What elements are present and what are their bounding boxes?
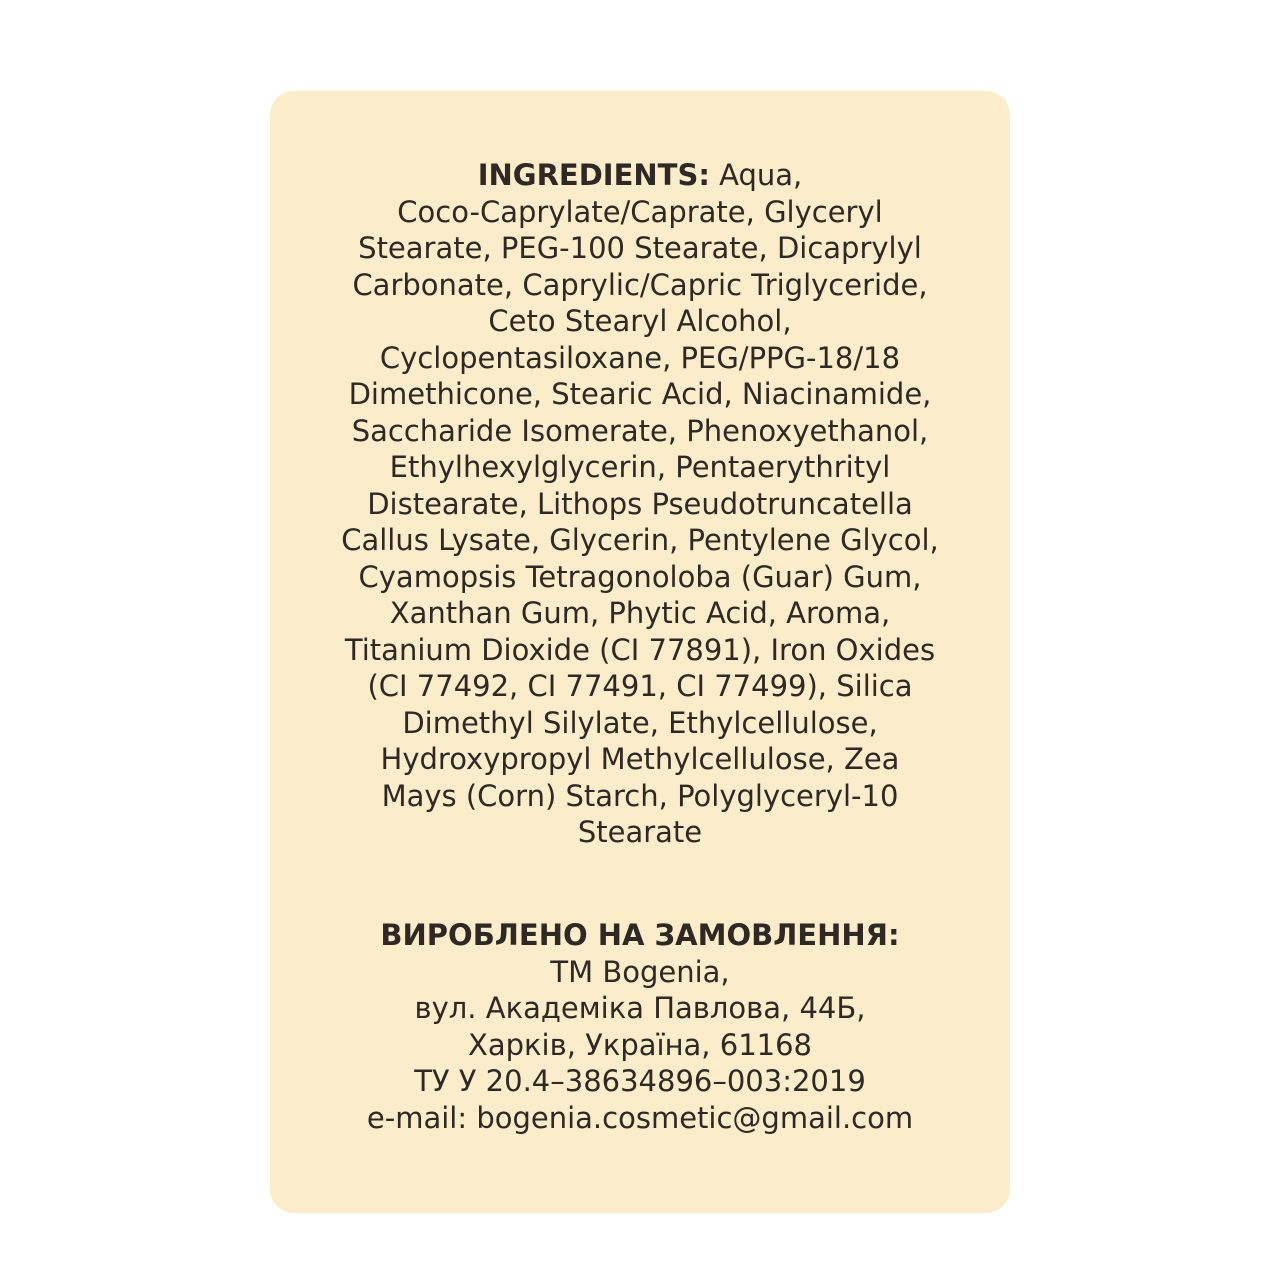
ingredients-line: Hydroxypropyl Methylcellulose, Zea	[380, 742, 900, 776]
ingredients-line: Dimethyl Silylate, Ethylcellulose,	[402, 705, 878, 740]
ingredients-line: (CI 77492, CI 77491, CI 77499), Silica	[367, 669, 913, 703]
manufacturer-city: Харків, Україна, 61168	[468, 1027, 812, 1062]
ingredients-line: Distearate, Lithops Pseudotruncatella	[367, 486, 913, 521]
ingredients-line: Coco-Caprylate/Caprate, Glyceryl	[397, 194, 883, 229]
ingredients-line: INGREDIENTS: Aqua,	[477, 158, 803, 192]
ingredients-line: Callus Lysate, Glycerin, Pentylene Glycol,	[341, 523, 939, 557]
manufacturer-email: e-mail: bogenia.cosmetic@gmail.com	[366, 1100, 914, 1135]
ingredients-line: Cyamopsis Tetragonoloba (Guar) Gum,	[358, 559, 922, 594]
ingredients-heading: INGREDIENTS:	[477, 158, 710, 192]
manufacturer-street: вул. Академіка Павлова, 44Б,	[414, 991, 866, 1025]
ingredients-line: Titanium Dioxide (CI 77891), Iron Oxides	[344, 632, 936, 667]
ingredients-line: Stearate, PEG-100 Stearate, Dicaprylyl	[358, 231, 922, 265]
ingredients-line: Saccharide Isomerate, Phenoxyethanol,	[351, 413, 929, 448]
ingredients-line: Carbonate, Caprylic/Capric Triglyceride,	[352, 267, 928, 302]
manufacturer-section	[300, 917, 980, 1136]
ingredients-line: Mays (Corn) Starch, Polyglyceryl-10	[381, 778, 899, 813]
manufacturer-brand: ТМ Bogenia,	[550, 954, 730, 989]
ingredients-line: Dimethicone, Stearic Acid, Niacinamide,	[348, 377, 932, 411]
ingredients-line: Stearate	[577, 815, 703, 849]
ingredients-line: Xanthan Gum, Phytic Acid, Aroma,	[389, 596, 891, 630]
ingredients-line: Ethylhexylglycerin, Pentaerythrityl	[389, 450, 891, 484]
manufacturer-spec-code: ТУ У 20.4–38634896–003:2019	[414, 1064, 866, 1098]
ingredients-line: Ceto Stearyl Alcohol,	[488, 304, 792, 338]
ingredients-label-card	[270, 91, 1010, 1213]
manufacturer-heading: ВИРОБЛЕНО НА ЗАМОВЛЕННЯ:	[380, 918, 900, 952]
ingredients-section	[300, 157, 980, 851]
ingredients-line: Cyclopentasiloxane, PEG/PPG-18/18	[379, 340, 901, 375]
